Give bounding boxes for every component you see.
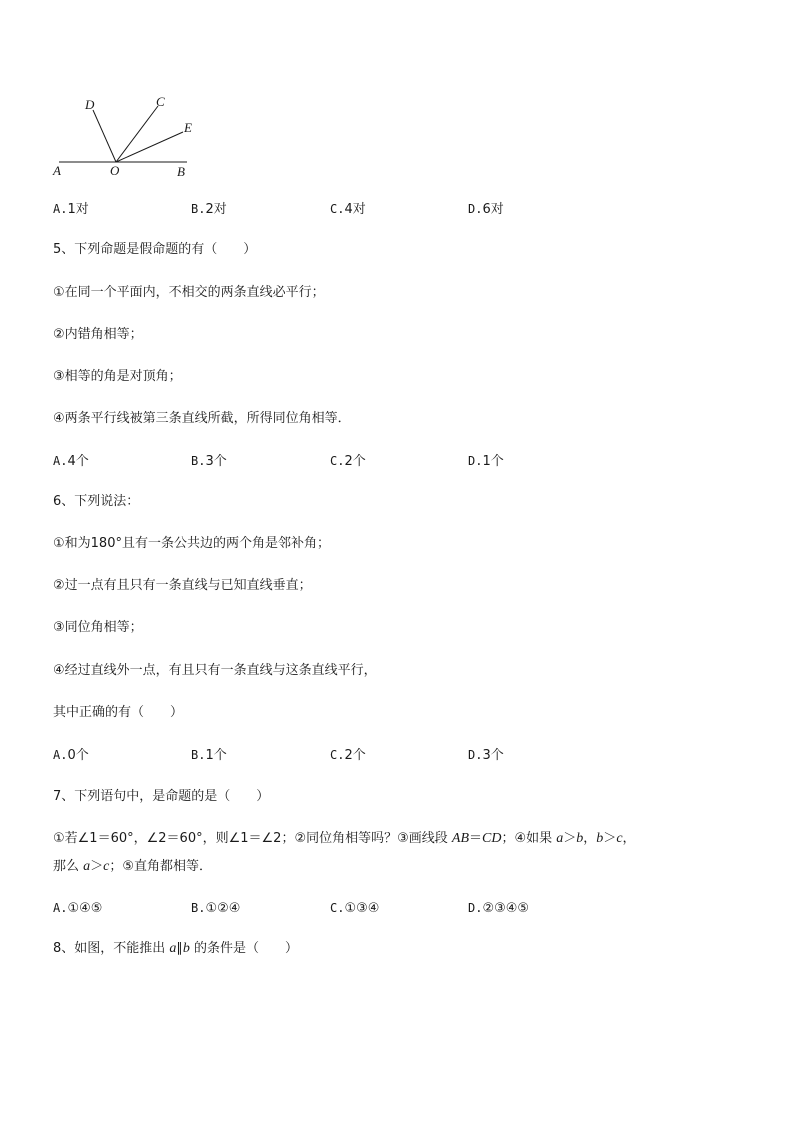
q6-item-4: ④经过直线外一点，有且只有一条直线与这条直线平行， bbox=[53, 663, 377, 678]
q8-stem: 8、如图，不能推出 a∥b 的条件是（ ） bbox=[53, 941, 299, 956]
q6-item-3: ③同位角相等； bbox=[53, 620, 143, 635]
q5-stem: 5、下列命题是假命题的有（ ） bbox=[53, 242, 257, 257]
ray-oc bbox=[116, 106, 158, 162]
label-e: E bbox=[184, 120, 192, 135]
q7-option-d[interactable]: D.②③④⑤ bbox=[468, 901, 530, 916]
q4-option-a[interactable]: A.1对 bbox=[53, 202, 89, 217]
label-o: O bbox=[110, 163, 120, 178]
q4-option-c[interactable]: C.4对 bbox=[330, 202, 366, 217]
q6-item-1: ①和为180°且有一条公共边的两个角是邻补角； bbox=[53, 536, 330, 551]
q6-stem: 6、下列说法： bbox=[53, 494, 140, 509]
label-c: C bbox=[156, 94, 165, 109]
ray-od bbox=[93, 110, 116, 162]
q5-option-d[interactable]: D.1个 bbox=[468, 454, 504, 469]
label-d: D bbox=[85, 97, 95, 112]
q5-option-a[interactable]: A.4个 bbox=[53, 454, 89, 469]
q5-item-1: ①在同一个平面内，不相交的两条直线必平行； bbox=[53, 285, 325, 300]
q7-option-a[interactable]: A.①④⑤ bbox=[53, 901, 103, 916]
q6-option-b[interactable]: B.1个 bbox=[191, 748, 227, 763]
q6-option-a[interactable]: A.0个 bbox=[53, 748, 89, 763]
label-b: B bbox=[177, 164, 185, 179]
q5-option-c[interactable]: C.2个 bbox=[330, 454, 366, 469]
q6-question: 其中正确的有（ ） bbox=[53, 705, 184, 720]
q4-option-b[interactable]: B.2对 bbox=[191, 202, 227, 217]
q6-option-c[interactable]: C.2个 bbox=[330, 748, 366, 763]
q5-option-b[interactable]: B.3个 bbox=[191, 454, 227, 469]
q7-option-b[interactable]: B.①②④ bbox=[191, 901, 241, 916]
q7-statement-line-2: 那么 a＞c；⑤直角都相等． bbox=[53, 859, 213, 874]
q6-item-2: ②过一点有且只有一条直线与已知直线垂直； bbox=[53, 578, 312, 593]
angle-figure bbox=[48, 92, 198, 182]
q7-stem: 7、下列语句中，是命题的是（ ） bbox=[53, 789, 270, 804]
ray-oe bbox=[116, 132, 183, 162]
q7-statement-line-1: ①若∠1＝60°，∠2＝60°，则∠1＝∠2；②同位角相等吗？③画线段 AB＝CD；④如果 a＞b，b＞c， bbox=[53, 831, 636, 846]
q5-item-2: ②内错角相等； bbox=[53, 327, 143, 342]
q4-option-d[interactable]: D.6对 bbox=[468, 202, 504, 217]
q6-option-d[interactable]: D.3个 bbox=[468, 748, 504, 763]
q7-option-c[interactable]: C.①③④ bbox=[330, 901, 380, 916]
q5-item-4: ④两条平行线被第三条直线所截，所得同位角相等． bbox=[53, 411, 351, 426]
q5-item-3: ③相等的角是对顶角； bbox=[53, 369, 182, 384]
label-a: A bbox=[53, 163, 61, 178]
